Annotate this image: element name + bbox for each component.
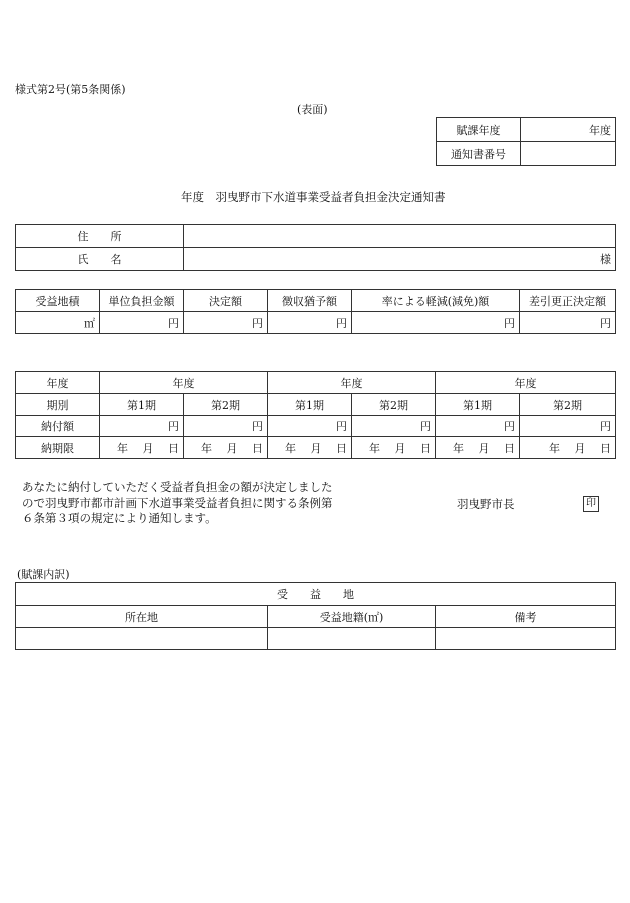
notice-line: ので羽曳野市都市計画下水道事業受益者負担に関する条例第: [22, 495, 333, 510]
deadline-label: 納期限: [16, 437, 100, 459]
breakdown-label: (賦課内訳): [17, 568, 70, 581]
schedule-year-label: 年度: [16, 372, 100, 394]
date-day: 日: [336, 441, 347, 455]
payment-amount-field[interactable]: 円: [352, 416, 436, 437]
amounts-header: 徴収猶予額: [268, 290, 352, 312]
assessment-year-label: 賦課年度: [437, 118, 521, 142]
schedule-table: [15, 371, 616, 459]
period-label: 期別: [16, 394, 100, 416]
date-day: 日: [168, 441, 179, 455]
area-field[interactable]: [268, 628, 436, 650]
date-month: 月: [478, 441, 490, 455]
period-header: 第1期: [100, 394, 184, 416]
notice-number-field[interactable]: [521, 142, 616, 166]
breakdown-header: 受 益 地: [16, 583, 616, 606]
deadline-field[interactable]: [352, 437, 436, 459]
deadline-field[interactable]: [100, 437, 184, 459]
date-month: 月: [394, 441, 406, 455]
amount-field[interactable]: ㎡: [16, 312, 100, 334]
date-year: 年: [117, 441, 128, 455]
date-month: 月: [142, 441, 154, 455]
date-month: 月: [574, 441, 586, 455]
breakdown-table: [15, 582, 616, 650]
deadline-field[interactable]: [268, 437, 352, 459]
date-year: 年: [285, 441, 296, 455]
recipient-table: [15, 224, 616, 271]
assessment-box: [436, 117, 616, 166]
date-month: 月: [310, 441, 322, 455]
amount-field[interactable]: 円: [352, 312, 520, 334]
date-year: 年: [549, 441, 560, 455]
payment-amount-field[interactable]: 円: [184, 416, 268, 437]
payment-amount-field[interactable]: 円: [100, 416, 184, 437]
payment-amount-field[interactable]: 円: [268, 416, 352, 437]
amount-field[interactable]: 円: [100, 312, 184, 334]
period-header: 第1期: [268, 394, 352, 416]
amounts-table: [15, 289, 616, 334]
deadline-field[interactable]: [520, 437, 616, 459]
date-year: 年: [453, 441, 464, 455]
notice-number-label: 通知書番号: [437, 142, 521, 166]
deadline-field[interactable]: [436, 437, 520, 459]
payment-amount-label: 納付額: [16, 416, 100, 437]
schedule-year-header: 年度: [268, 372, 436, 394]
address-field[interactable]: [184, 225, 616, 248]
amounts-header: 差引更正決定額: [520, 290, 616, 312]
schedule-year-header: 年度: [436, 372, 616, 394]
address-label: 住 所: [16, 225, 184, 248]
form-number: 様式第2号(第5条関係): [15, 83, 126, 96]
amount-field[interactable]: 円: [268, 312, 352, 334]
notice-line: ６条第３項の規定により通知します。: [22, 511, 217, 525]
schedule-year-header: 年度: [100, 372, 268, 394]
date-day: 日: [252, 441, 263, 455]
amount-field[interactable]: 円: [184, 312, 268, 334]
seal-mark: 印: [583, 496, 599, 512]
amount-field[interactable]: 円: [520, 312, 616, 334]
notice-text: [22, 480, 333, 527]
payment-amount-field[interactable]: 円: [520, 416, 616, 437]
date-year: 年: [201, 441, 212, 455]
location-field[interactable]: [16, 628, 268, 650]
assessment-year-field[interactable]: 年度: [521, 118, 616, 142]
name-suffix: 様: [600, 253, 611, 266]
name-label: 氏 名: [16, 248, 184, 271]
period-header: 第2期: [352, 394, 436, 416]
payment-amount-field[interactable]: 円: [436, 416, 520, 437]
period-header: 第1期: [436, 394, 520, 416]
date-year: 年: [369, 441, 380, 455]
page-title: 年度 羽曳野市下水道事業受益者負担金決定通知書: [181, 190, 446, 204]
mayor-title: 羽曳野市長: [457, 497, 515, 511]
name-field[interactable]: [184, 248, 616, 271]
date-day: 日: [600, 441, 611, 455]
period-header: 第2期: [520, 394, 616, 416]
period-header: 第2期: [184, 394, 268, 416]
date-day: 日: [420, 441, 431, 455]
breakdown-column-remarks: 備考: [436, 606, 616, 628]
notice-line: あなたに納付していただく受益者負担金の額が決定しました: [22, 480, 333, 494]
breakdown-column-area: 受益地籍(㎡): [268, 606, 436, 628]
breakdown-column-location: 所在地: [16, 606, 268, 628]
amounts-header: 決定額: [184, 290, 268, 312]
amounts-header: 単位負担金額: [100, 290, 184, 312]
date-month: 月: [226, 441, 238, 455]
amounts-header: 率による軽減(減免)額: [352, 290, 520, 312]
date-day: 日: [504, 441, 515, 455]
amounts-header: 受益地積: [16, 290, 100, 312]
remarks-field[interactable]: [436, 628, 616, 650]
deadline-field[interactable]: [184, 437, 268, 459]
form-side-label: (表面): [297, 103, 328, 116]
